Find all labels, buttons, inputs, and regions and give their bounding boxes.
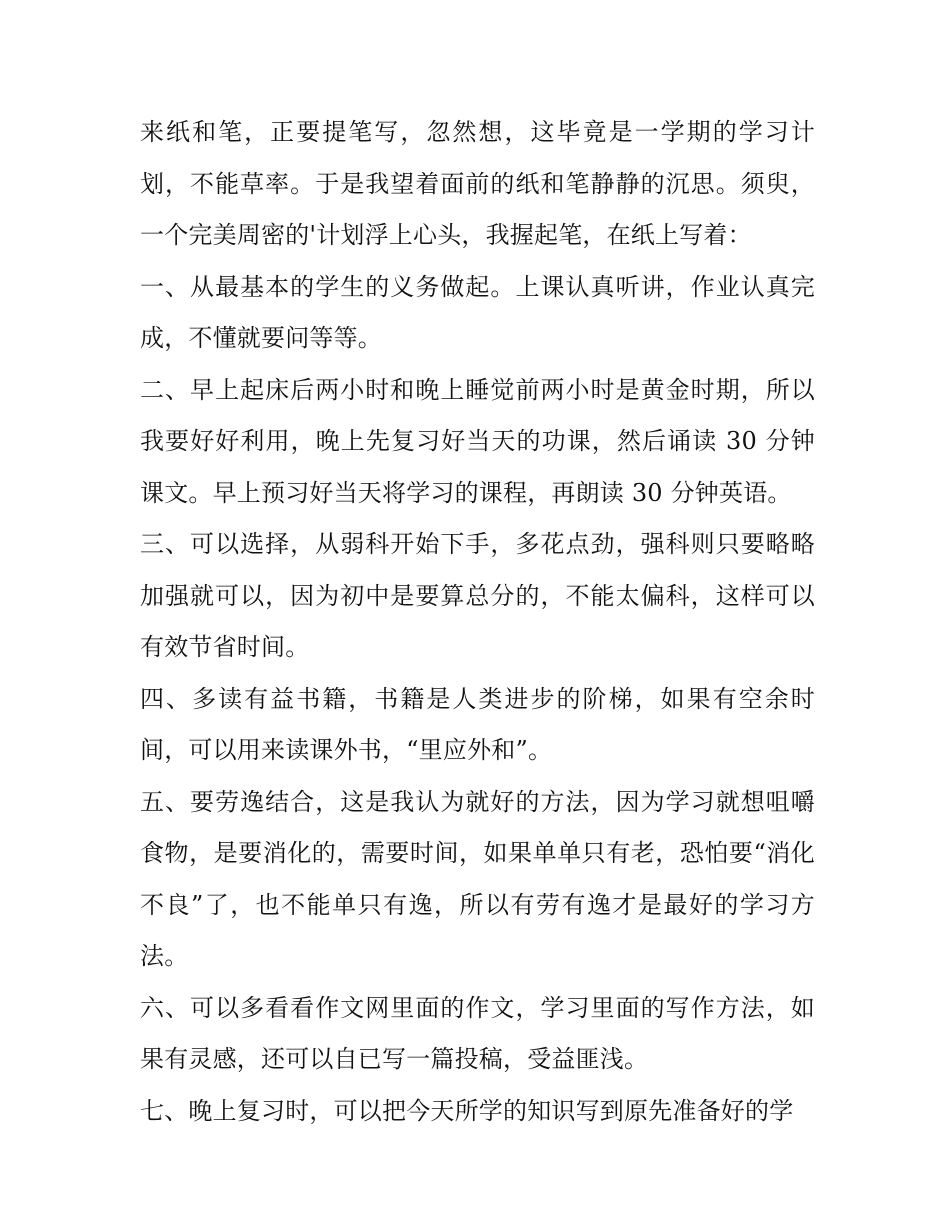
paragraph-intro: 来纸和笔，正要提笔写，忽然想，这毕竟是一学期的学习计划，不能草率。于是我望着面前的纸和笔静静的沉思。须臾，一个完美周密的'计划浮上心头，我握起笔，在纸上写着： [140, 118, 815, 249]
paragraph-item-6: 六、可以多看看作文网里面的作文，学习里面的写作方法，如果有灵感，还可以自已写一篇投稿，受益匪浅。 [140, 993, 815, 1073]
paragraph-item-2: 二、早上起床后两小时和晚上睡觉前两小时是黄金时期，所以我要好好利用，晚上先复习好当天的功课，然后诵读 30 分钟课文。早上预习好当天将学习的课程，再朗读 30 分钟英语。 [140, 375, 815, 507]
paragraph-item-5: 五、要劳逸结合，这是我认为就好的方法，因为学习就想咀嚼食物，是要消化的，需要时间，如果单单只有老，恐怕要“消化不良”了，也不能单只有逸，所以有劳有逸才是最好的学习方法。 [140, 787, 815, 970]
paragraph-item-4: 四、多读有益书籍，书籍是人类进步的阶梯，如果有空余时间，可以用来读课外书，“里应外和”。 [140, 684, 815, 764]
paragraph-item-1: 一、从最基本的学生的义务做起。上课认真听讲，作业认真完成，不懂就要问等等。 [140, 272, 815, 352]
paragraph-item-7: 七、晚上复习时，可以把今天所学的知识写到原先准备好的学 [140, 1096, 794, 1125]
paragraph-item-3: 三、可以选择，从弱科开始下手，多花点劲，强科则只要略略加强就可以，因为初中是要算总分的，不能太偏科，这样可以有效节省时间。 [140, 530, 815, 661]
